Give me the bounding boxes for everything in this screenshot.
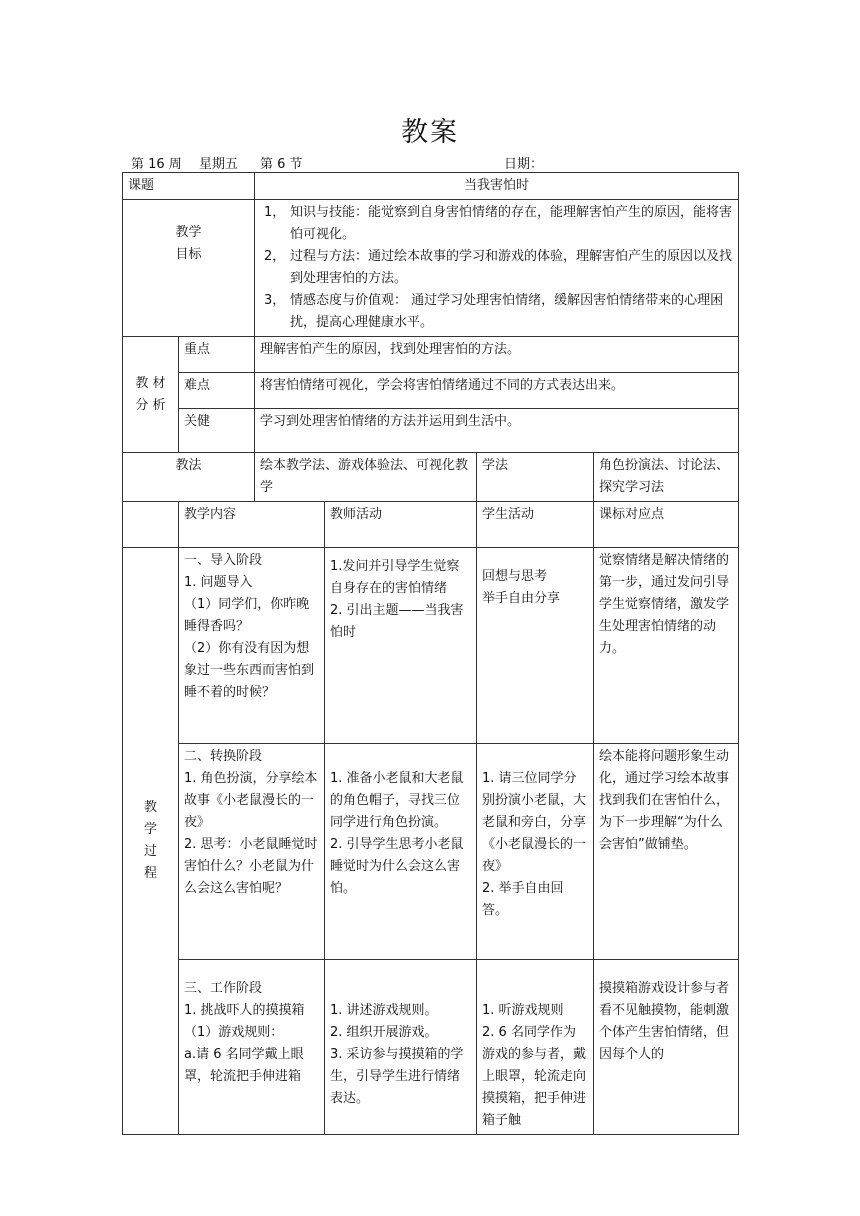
- header-content: 教学内容: [179, 502, 325, 548]
- stage-content: 三、工作阶段 1. 挑战吓人的摸摸箱 （1）游戏规则： a.请 6 名同学戴上眼罩，轮流把手伸进箱: [179, 960, 325, 1135]
- process-header-blank: [123, 502, 179, 548]
- period-label: 第 6 节: [260, 157, 303, 172]
- process-side-label: 教 学 过 程: [123, 548, 179, 1135]
- stage-student: 1. 听游戏规则 2. 6 名同学作为游戏的参与者，戴上眼罩，轮流走向摸摸箱，把手伸进箱子触: [477, 960, 594, 1135]
- week-label: 第 16 周: [131, 157, 182, 172]
- stage-content: 二、转换阶段 1. 角色扮演，分享绘本故事《小老鼠漫长的一夜》 2. 思考：小老鼠睡觉时害怕什么？小老鼠为什么会这么害怕呢？: [179, 744, 325, 960]
- weekday-label: 星期五: [199, 157, 239, 172]
- goal-item: 1， 知识与技能：能觉察到自身害怕情绪的存在，能理解害怕产生的原因，能将害怕可视化。: [264, 205, 733, 242]
- analysis-row: [123, 373, 739, 409]
- goal-item: 3， 情感态度与价值观： 通过学习处理害怕情绪，缓解因害怕情绪带来的心理困扰，提高心理健康水平。: [264, 293, 724, 330]
- analysis-row: [123, 409, 739, 453]
- topic-value: 当我害怕时: [255, 173, 739, 200]
- topic-label: 课题: [123, 173, 255, 200]
- stage-standard: 觉察情绪是解决情绪的第一步，通过发问引导学生觉察情绪，激发学生处理害怕情绪的动力。: [594, 548, 739, 744]
- goals-row: [123, 200, 739, 337]
- stage-standard: 绘本能将问题形象生动化，通过学习绘本故事找到我们在害怕什么，为下一步理解“为什么会害怕”做铺垫。: [594, 744, 739, 960]
- stage-standard: 摸摸箱游戏设计参与者看不见触摸物，能刺激个体产生害怕情绪，但因每个人的: [594, 960, 739, 1135]
- analysis-critical-label: 关健: [179, 409, 255, 453]
- document-title: 教案: [401, 117, 459, 148]
- analysis-critical-value: 学习到处理害怕情绪的方法并运用到生活中。: [255, 409, 739, 453]
- goals-cell: [255, 200, 739, 337]
- stage-content: 一、导入阶段 1. 问题导入 （1）同学们，你昨晚睡得香吗？ （2）你有没有因为想象过一些东西而害怕到睡不着的时候？: [179, 548, 325, 744]
- goals-label: [123, 200, 255, 337]
- header-standard: 课标对应点: [594, 502, 739, 548]
- analysis-row: [123, 337, 739, 373]
- analysis-difficulty-value: 将害怕情绪可视化，学会将害怕情绪通过不同的方式表达出来。: [255, 373, 739, 409]
- goals-label-line1: 教学: [175, 225, 202, 240]
- topic-row: [123, 173, 739, 200]
- stage-student: 1. 请三位同学分别扮演小老鼠，大老鼠和旁白，分享《小老鼠漫长的一夜》 2. 举手自由回答。: [477, 744, 594, 960]
- goal-item: 2， 过程与方法：通过绘本故事的学习和游戏的体验，理解害怕产生的原因以及找到处理害怕的方法。: [264, 249, 733, 286]
- analysis-label: 教 材 分 析: [123, 337, 179, 453]
- lesson-plan-table: [122, 172, 739, 1135]
- stage-teacher: 1. 准备小老鼠和大老鼠的角色帽子，寻找三位同学进行角色扮演。 2. 引导学生思考小老鼠睡觉时为什么会这么害怕。: [325, 744, 477, 960]
- stage-row: [123, 744, 739, 960]
- header-teacher: 教师活动: [325, 502, 477, 548]
- methods-row: [123, 453, 739, 502]
- stage-row: [123, 548, 739, 744]
- teach-method-value: 绘本教学法、游戏体验法、可视化教学: [255, 453, 477, 502]
- analysis-key-value: 理解害怕产生的原因，找到处理害怕的方法。: [255, 337, 739, 373]
- analysis-key-label: 重点: [179, 337, 255, 373]
- learn-method-value: 角色扮演法、讨论法、探究学习法: [594, 453, 739, 502]
- header-student: 学生活动: [477, 502, 594, 548]
- learn-method-label: 学法: [477, 453, 594, 502]
- process-header-row: [123, 502, 739, 548]
- stage-student: 回想与思考 举手自由分享: [477, 548, 594, 744]
- stage-teacher: 1.发问并引导学生觉察自身存在的害怕情绪 2. 引出主题——当我害怕时: [325, 548, 477, 744]
- stage-row: [123, 960, 739, 1135]
- stage-teacher: 1. 讲述游戏规则。 2. 组织开展游戏。 3. 采访参与摸摸箱的学生，引导学生进行情绪表达。: [325, 960, 477, 1135]
- date-label: 日期：: [504, 157, 544, 172]
- teach-method-label: 教法: [123, 453, 255, 502]
- analysis-difficulty-label: 难点: [179, 373, 255, 409]
- goals-list: [260, 202, 733, 334]
- goals-label-line2: 目标: [175, 247, 202, 262]
